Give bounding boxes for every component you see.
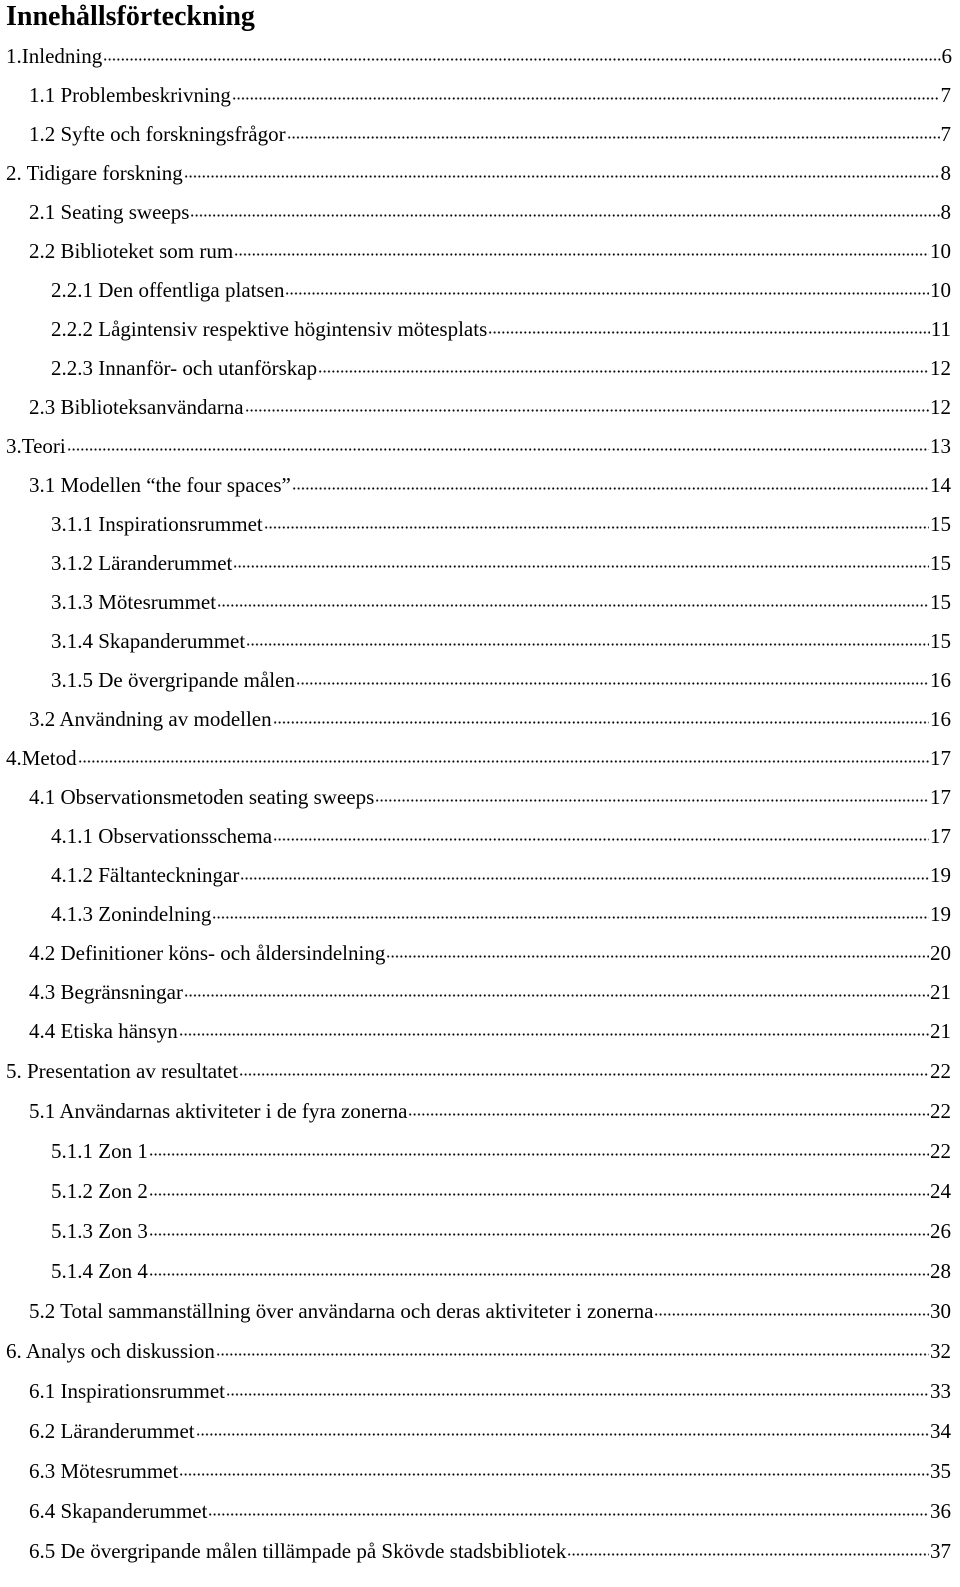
toc-entry-label: 6.4 Skapanderummet	[29, 1499, 208, 1523]
toc-entry-page: 15	[930, 512, 951, 536]
dot-leader	[216, 1352, 929, 1357]
toc-entry-label: 4.4 Etiska hänsyn	[29, 1019, 178, 1043]
toc-entry-page: 26	[930, 1219, 951, 1243]
toc-entry-label: 3.1.2 Läranderummet	[51, 551, 233, 575]
toc-entry-page: 21	[930, 1019, 951, 1043]
dot-leader	[292, 486, 929, 491]
toc-entry-label: 4.1.2 Fältanteckningar	[51, 863, 240, 887]
toc-entry[interactable]	[6, 1053, 951, 1083]
toc-entry-label: 4.Metod	[6, 746, 77, 770]
toc-entry-label: 4.1 Observationsmetoden seating sweeps	[29, 785, 375, 809]
toc-entry-label: 5. Presentation av resultatet	[6, 1059, 239, 1083]
toc-entry-label: 4.2 Definitioner köns- och åldersindelning	[29, 941, 386, 965]
toc-entry-page: 33	[930, 1379, 951, 1403]
toc-entry-label: 2.2.2 Lågintensiv respektive högintensiv mötesplats	[51, 317, 488, 341]
toc-entry[interactable]	[29, 233, 951, 263]
toc-entry-label: 4.3 Begränsningar	[29, 980, 183, 1004]
dot-leader	[190, 213, 939, 218]
toc-entry-page: 8	[940, 200, 951, 224]
toc-entry-label: 5.1.2 Zon 2	[51, 1179, 148, 1203]
toc-entry-label: 5.2 Total sammanställning över användarna och deras aktiviteter i zonerna	[29, 1299, 654, 1323]
toc-entry-page: 15	[930, 590, 951, 614]
toc-entry-label: 3.Teori	[6, 434, 66, 458]
dot-leader	[285, 291, 929, 296]
toc-entry[interactable]	[29, 194, 951, 224]
toc-entry-label: 3.1.5 De övergripande målen	[51, 668, 295, 692]
toc-entry[interactable]	[6, 155, 951, 185]
toc-entry-label: 2.3 Biblioteksanvändarna	[29, 395, 244, 419]
toc-entry-page: 34	[930, 1419, 951, 1443]
toc-entry[interactable]	[29, 1413, 951, 1443]
toc-entry-label: 4.1.1 Observationsschema	[51, 824, 273, 848]
toc-entry[interactable]	[6, 428, 951, 458]
dot-leader	[67, 447, 929, 452]
toc-entry[interactable]	[51, 545, 951, 575]
toc-entry-page: 8	[940, 161, 951, 185]
toc-entry-page: 13	[930, 434, 951, 458]
toc-entry-label: 3.2 Användning av modellen	[29, 707, 272, 731]
toc-entry-label: 3.1.1 Inspirationsrummet	[51, 512, 263, 536]
toc-entry[interactable]	[51, 1253, 951, 1283]
dot-leader	[296, 681, 929, 686]
dot-leader	[149, 1192, 929, 1197]
page-title: Innehållsförteckning	[6, 1, 255, 32]
toc-entry-page: 17	[930, 824, 951, 848]
toc-entry-label: 6.2 Läranderummet	[29, 1419, 195, 1443]
dot-leader	[386, 954, 929, 959]
toc-entry-page: 12	[930, 395, 951, 419]
toc-entry-page: 17	[930, 785, 951, 809]
toc-entry-page: 28	[930, 1259, 951, 1283]
toc-entry[interactable]	[51, 1133, 951, 1163]
dot-leader	[226, 1392, 929, 1397]
toc-entry-label: 6.5 De övergripande målen tillämpade på Skövde stadsbibliotek	[29, 1539, 567, 1563]
dot-leader	[212, 915, 929, 920]
toc-entry[interactable]	[29, 389, 951, 419]
toc-entry[interactable]	[29, 1373, 951, 1403]
toc-entry-page: 11	[930, 317, 951, 341]
toc-entry[interactable]	[6, 1333, 951, 1363]
toc-entry[interactable]	[51, 818, 951, 848]
dot-leader	[78, 759, 929, 764]
toc-entry-page: 12	[930, 356, 951, 380]
dot-leader	[217, 603, 929, 608]
toc-entry-page: 6	[941, 44, 952, 68]
toc-entry-page: 36	[930, 1499, 951, 1523]
toc-entry-page: 32	[930, 1339, 951, 1363]
toc-entry-page: 10	[930, 278, 951, 302]
toc-entry-page: 19	[930, 902, 951, 926]
toc-entry[interactable]	[51, 506, 951, 536]
toc-entry-label: 2.2.3 Innanför- och utanförskap	[51, 356, 318, 380]
dot-leader	[654, 1312, 929, 1317]
toc-entry[interactable]	[51, 662, 951, 692]
dot-leader	[273, 720, 929, 725]
toc-entry[interactable]	[51, 311, 951, 341]
toc-entry-label: 1.2 Syfte och forskningsfrågor	[29, 122, 286, 146]
toc-entry-label: 5.1 Användarnas aktiviteter i de fyra zonerna	[29, 1099, 408, 1123]
toc-entry-page: 7	[940, 83, 951, 107]
dot-leader	[318, 369, 929, 374]
dot-leader	[234, 252, 929, 257]
dot-leader	[287, 135, 940, 140]
toc-entry-page: 16	[930, 707, 951, 731]
dot-leader	[488, 330, 930, 335]
toc-entry-label: 2.1 Seating sweeps	[29, 200, 190, 224]
toc-entry[interactable]	[29, 1093, 951, 1123]
toc-entry[interactable]	[29, 974, 951, 1004]
dot-leader	[232, 96, 940, 101]
dot-leader	[246, 642, 929, 647]
toc-entry[interactable]	[51, 1173, 951, 1203]
toc-entry-page: 19	[930, 863, 951, 887]
toc-entry-page: 22	[930, 1059, 951, 1083]
toc-entry-page: 15	[930, 551, 951, 575]
toc-entry-label: 3.1.4 Skapanderummet	[51, 629, 246, 653]
dot-leader	[149, 1232, 929, 1237]
dot-leader	[149, 1272, 929, 1277]
toc-entry-page: 37	[930, 1539, 951, 1563]
dot-leader	[408, 1112, 929, 1117]
toc-entry[interactable]	[51, 1213, 951, 1243]
toc-entry-label: 5.1.4 Zon 4	[51, 1259, 148, 1283]
toc-entry[interactable]	[29, 1293, 951, 1323]
dot-leader	[179, 1032, 929, 1037]
toc-entry[interactable]	[29, 935, 951, 965]
toc-entry[interactable]	[6, 740, 951, 770]
dot-leader	[184, 993, 929, 998]
dot-leader	[264, 525, 929, 530]
dot-leader	[184, 174, 940, 179]
dot-leader	[245, 408, 929, 413]
dot-leader	[273, 837, 929, 842]
toc-entry[interactable]	[29, 77, 951, 107]
toc-entry-label: 2.2 Biblioteket som rum	[29, 239, 234, 263]
toc-entry-page: 22	[930, 1139, 951, 1163]
toc-entry[interactable]	[29, 467, 951, 497]
toc-entry[interactable]	[51, 623, 951, 653]
toc-entry[interactable]	[51, 896, 951, 926]
toc-entry-page: 35	[930, 1459, 951, 1483]
toc-entry-page: 10	[930, 239, 951, 263]
toc-entry-label: 5.1.1 Zon 1	[51, 1139, 148, 1163]
toc-entry[interactable]	[29, 116, 951, 146]
toc-entry[interactable]	[51, 584, 951, 614]
toc-entry-page: 7	[940, 122, 951, 146]
dot-leader	[196, 1432, 929, 1437]
toc-entry-page: 14	[930, 473, 951, 497]
dot-leader	[240, 876, 929, 881]
toc-entry[interactable]	[51, 272, 951, 302]
toc-entry[interactable]	[29, 1493, 951, 1523]
toc-entry[interactable]	[29, 779, 951, 809]
toc-entry-label: 1.Inledning	[6, 44, 103, 68]
toc-entry-label: 5.1.3 Zon 3	[51, 1219, 148, 1243]
toc-entry-label: 6. Analys och diskussion	[6, 1339, 215, 1363]
dot-leader	[179, 1472, 929, 1477]
toc-entry-page: 30	[930, 1299, 951, 1323]
toc-entry-page: 16	[930, 668, 951, 692]
toc-entry[interactable]	[51, 857, 951, 887]
toc-entry-page: 21	[930, 980, 951, 1004]
dot-leader	[208, 1512, 929, 1517]
toc-entry[interactable]	[51, 350, 951, 380]
toc-entry-page: 24	[930, 1179, 951, 1203]
toc-entry[interactable]	[29, 701, 951, 731]
toc-entry-page: 17	[930, 746, 951, 770]
toc-entry[interactable]	[29, 1013, 951, 1043]
toc-entry-label: 1.1 Problembeskrivning	[29, 83, 231, 107]
toc-entry-label: 6.1 Inspirationsrummet	[29, 1379, 225, 1403]
dot-leader	[103, 57, 940, 62]
dot-leader	[233, 564, 929, 569]
dot-leader	[149, 1152, 929, 1157]
toc-entry-page: 20	[930, 941, 951, 965]
toc-entry-label: 3.1 Modellen “the four spaces”	[29, 473, 291, 497]
dot-leader	[567, 1552, 929, 1557]
toc-entry-label: 3.1.3 Mötesrummet	[51, 590, 217, 614]
toc-entry[interactable]	[6, 38, 952, 68]
toc-entry[interactable]	[29, 1533, 951, 1563]
toc-entry-page: 15	[930, 629, 951, 653]
toc-entry[interactable]	[29, 1453, 951, 1483]
toc-entry-label: 2.2.1 Den offentliga platsen	[51, 278, 285, 302]
dot-leader	[239, 1072, 929, 1077]
toc-entry-label: 4.1.3 Zonindelning	[51, 902, 212, 926]
dot-leader	[375, 798, 929, 803]
toc-entry-label: 2. Tidigare forskning	[6, 161, 183, 185]
toc-entry-label: 6.3 Mötesrummet	[29, 1459, 179, 1483]
toc-entry-page: 22	[930, 1099, 951, 1123]
